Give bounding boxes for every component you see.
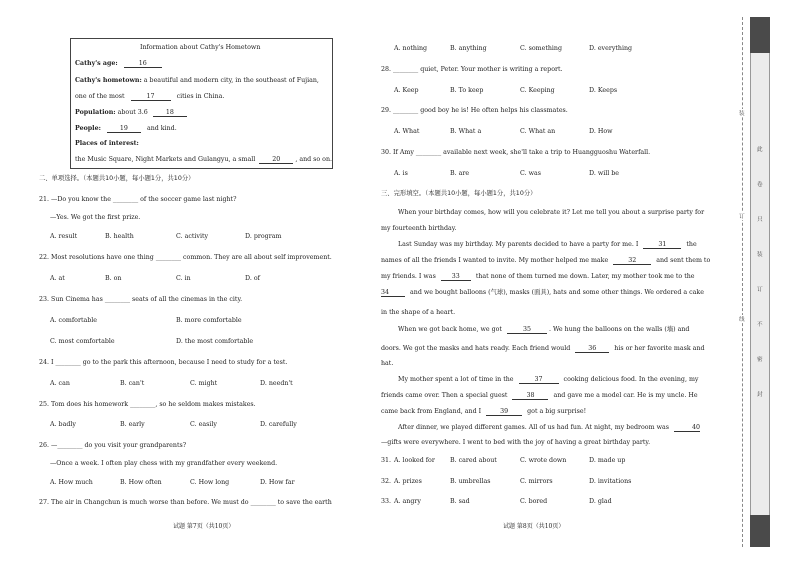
left-page-footer: 试题 第7页（共10页） (173, 523, 235, 530)
passage-p4-line3 (381, 409, 586, 416)
passage-p5-line1 (398, 425, 700, 432)
people-line (75, 126, 177, 133)
q26-stem: 26. —________ do you visit your grandparents? (39, 442, 187, 449)
q23-opt-b: B. more comfortable (176, 317, 242, 324)
blank-36: 36 (575, 346, 609, 353)
q30-opt-d: D. will be (589, 170, 620, 177)
q25-opt-a: A. badly (50, 421, 76, 428)
info-box-title: Information about Cathy's Hometown (140, 44, 261, 51)
hometown-line2 (75, 94, 224, 101)
q33-opt-b: B. sad (450, 498, 470, 505)
p4-line1-post: cooking delicious food. In the evening, my (563, 376, 699, 383)
q23-opt-c: C. most comfortable (50, 338, 115, 345)
q23-opt-d: D. the most comfortable (176, 338, 254, 345)
population-text: about 3.6 (115, 109, 148, 116)
q25-opt-d: D. carefully (260, 421, 297, 428)
q31-opt-b: B. cared about (450, 457, 497, 464)
q26-line2: —Once a week. I often play chess with my grandfather every weekend. (50, 460, 278, 467)
inner-char-5: 订 (757, 287, 763, 293)
q30-stem: 30. If Amy ________ available next week, she'll take a trip to Huangguoshu Waterfall. (381, 149, 651, 156)
q28-opt-d: D. Keeps (589, 87, 618, 94)
q26-opt-b: B. How often (120, 479, 162, 486)
p2-line4-post: and we bought balloons (气球), masks (面具), hats and some other things. We ordered a cake (410, 289, 704, 296)
passage-p2-line3 (381, 274, 695, 281)
section-two-title: 二、单项选择。（本题共10小题，每小题1分，共10分） (39, 175, 195, 182)
q33-opt-d: D. glad (589, 498, 612, 505)
passage-p4-line2 (381, 393, 698, 400)
blank-37: 37 (519, 377, 559, 384)
passage-p2-line4 (381, 290, 704, 297)
population-line (75, 110, 187, 117)
blank-35: 35 (507, 327, 547, 334)
q33-num: 33. (381, 498, 392, 505)
q21-opt-d: D. program (245, 233, 282, 240)
q24-opt-a: A. can (50, 380, 70, 387)
q24-opt-c: C. might (190, 380, 218, 387)
blank-32: 32 (613, 258, 651, 265)
section-three-title: 三、完形填空。（本题共10小题，每小题1分，共10分） (381, 190, 537, 197)
places-line (75, 157, 332, 164)
passage-p1-line2: my fourteenth birthday. (381, 225, 457, 232)
inner-char-2: 卷 (757, 182, 763, 188)
q29-stem: 29. ________ good boy he is! He often helps his classmates. (381, 107, 568, 114)
q29-opt-b: B. What a (450, 128, 482, 135)
q27-stem: 27. The air in Changchun is much worse than before. We must do ________ to save the earth (39, 499, 332, 506)
q26-opt-c: C. How long (190, 479, 230, 486)
places-post: , and so on. (295, 156, 333, 163)
q32-opt-b: B. umbrellas (450, 478, 491, 485)
q24-opt-b: B. can't (120, 380, 145, 387)
p4-line1-pre: My mother spent a lot of time in the (398, 376, 514, 383)
people-label: People: (75, 125, 101, 132)
q22-stem: 22. Most resolutions have one thing ________ common. They are all about self improvement. (39, 254, 332, 261)
blank-40: 40 (674, 425, 700, 432)
p4-line3-pre: came back from England, and I (381, 408, 482, 415)
q23-opt-a: A. comfortable (50, 317, 98, 324)
inner-char-7: 密 (757, 357, 763, 363)
blank-20: 20 (259, 157, 293, 164)
blank-39: 39 (486, 409, 522, 416)
inner-char-3: 只 (757, 217, 763, 223)
q28-opt-a: A. Keep (394, 87, 419, 94)
blank-18: 18 (153, 110, 187, 117)
p3-line2-pre: doors. We got the masks and hats ready. Each friend would (381, 345, 571, 352)
q29-opt-a: A. What (394, 128, 420, 135)
q26-opt-d: D. How far (260, 479, 295, 486)
p2-line1-pre: Last Sunday was my birthday. My parents decided to have a party for me. I (398, 241, 639, 248)
outer-char-3: 线 (739, 317, 745, 323)
p3-line1-pre: When we got back home, we got (398, 326, 502, 333)
q33-opt-c: C. bored (520, 498, 548, 505)
passage-p5-line2: —gifts were everywhere. I went to bed with the joy of having a great birthday party. (381, 439, 651, 446)
q30-opt-b: B. are (450, 170, 470, 177)
inner-char-8: 封 (757, 392, 763, 398)
places-label-line (75, 141, 139, 147)
outer-char-1: 装 (739, 111, 745, 117)
q25-opt-c: C. easily (190, 421, 217, 428)
q24-opt-d: D. needn't (260, 380, 293, 387)
q22-opt-b: B. on (105, 275, 122, 282)
p4-line3-post: got a big surprise! (527, 408, 587, 415)
blank-33: 33 (441, 274, 471, 281)
passage-p2-line2 (381, 258, 710, 265)
places-label: Places of interest: (75, 140, 139, 147)
q32-num: 32. (381, 478, 392, 485)
hometown-line (75, 78, 319, 84)
q29-opt-c: C. What an (520, 128, 556, 135)
passage-p2-line5: in the shape of a heart. (381, 309, 456, 316)
blank-31: 31 (643, 242, 681, 249)
passage-p3-line3: hat. (381, 360, 394, 367)
p2-line3-post: that none of them turned me down. Later, my mother took me to the (475, 273, 695, 280)
passage-p3-line1 (398, 327, 689, 334)
age-line (75, 61, 162, 68)
hometown-label: Cathy's hometown: (75, 77, 142, 84)
q26-opt-a: A. How much (50, 479, 93, 486)
q28-opt-c: C. Keeping (520, 87, 555, 94)
q25-opt-b: B. early (120, 421, 145, 428)
q24-stem: 24. I ________ go to the park this afternoon, because I need to study for a test. (39, 359, 288, 366)
q33-opt-a: A. angry (394, 498, 421, 505)
q27-opt-b: B. anything (450, 45, 487, 52)
q32-opt-a: A. prizes (394, 478, 422, 485)
passage-p4-line1 (398, 377, 698, 384)
q31-opt-a: A. looked for (394, 457, 435, 464)
q28-opt-b: B. To keep (450, 87, 484, 94)
q21-opt-b: B. health (105, 233, 134, 240)
q22-opt-d: D. of (245, 275, 260, 282)
people-post: and kind. (146, 125, 177, 132)
blank-38: 38 (512, 393, 548, 400)
q22-opt-a: A. at (50, 275, 65, 282)
info-box (70, 38, 333, 169)
q29-opt-d: D. How (589, 128, 613, 135)
p3-line1-post: . We hung the balloons on the walls (墙) and (548, 326, 690, 333)
hometown-line2-pre: one of the most (75, 93, 125, 100)
p2-line3-pre: my friends. I was (381, 273, 436, 280)
outer-char-2: 订 (739, 214, 745, 220)
q30-opt-c: C. was (520, 170, 541, 177)
p4-line2-pre: friends came over. Then a special guest (381, 392, 508, 399)
hometown-text: a beautiful and modern city, in the southeast of Fujian, (141, 77, 319, 84)
p2-line2-pre: names of all the friends I wanted to invite. My mother helped me make (381, 257, 609, 264)
p5-line1-pre: After dinner, we played different games. All of us had fun. At night, my bedroom was (398, 424, 669, 431)
binding-bar-top (750, 17, 770, 53)
inner-char-6: 不 (757, 322, 763, 328)
binding-margin (738, 17, 781, 547)
inner-char-1: 此 (757, 147, 763, 153)
q21-line2: —Yes. We got the first prize. (50, 214, 141, 221)
passage-p2-line1 (398, 242, 697, 249)
q22-opt-c: C. in (176, 275, 191, 282)
blank-34: 34 (381, 290, 405, 297)
age-blank: 16 (124, 61, 162, 68)
passage-p3-line2 (381, 346, 705, 353)
q21-stem: 21. —Do you know the ________ of the soccer game last night? (39, 196, 237, 203)
blank-19: 19 (107, 126, 141, 133)
hometown-line2-post: cities in China. (176, 93, 225, 100)
q25-stem: 25. Tom does his homework ________, so he seldom makes mistakes. (39, 401, 256, 408)
q31-opt-d: D. made up (589, 457, 626, 464)
q31-num: 31. (381, 457, 392, 464)
q32-opt-c: C. mirrors (520, 478, 553, 485)
q30-opt-a: A. is (394, 170, 408, 177)
right-page-footer: 试题 第8页（共10页） (503, 523, 565, 530)
blank-17: 17 (131, 94, 171, 101)
p2-line2-post: and sent them to (656, 257, 711, 264)
age-label: Cathy's age: (75, 60, 118, 67)
binding-bar-bottom (750, 515, 770, 547)
binding-dashed-line (742, 17, 743, 547)
q31-opt-c: C. wrote down (520, 457, 567, 464)
q21-opt-a: A. result (50, 233, 78, 240)
q32-opt-d: D. invitations (589, 478, 632, 485)
q27-opt-a: A. nothing (394, 45, 428, 52)
places-pre: the Music Square, Night Markets and Gulangyu, a small (75, 156, 256, 163)
q28-stem: 28. ________ quiet, Peter. Your mother is writing a report. (381, 66, 563, 73)
q21-opt-c: C. activity (176, 233, 209, 240)
population-label: Population: (75, 109, 116, 116)
q23-stem: 23. Sun Cinema has ________ seats of all the cinemas in the city. (39, 296, 243, 303)
p4-line2-post: and gave me a model car. He is my uncle. He (553, 392, 698, 399)
q27-opt-c: C. something (520, 45, 563, 52)
passage-p1-line1: When your birthday comes, how will you celebrate it? Let me tell you about a surprise party for (398, 209, 705, 216)
binding-strip (750, 53, 770, 515)
p2-line1-post: the (686, 241, 697, 248)
inner-char-4: 装 (757, 252, 763, 258)
q27-opt-d: D. everything (589, 45, 633, 52)
p3-line2-post: his or her favorite mask and (614, 345, 705, 352)
